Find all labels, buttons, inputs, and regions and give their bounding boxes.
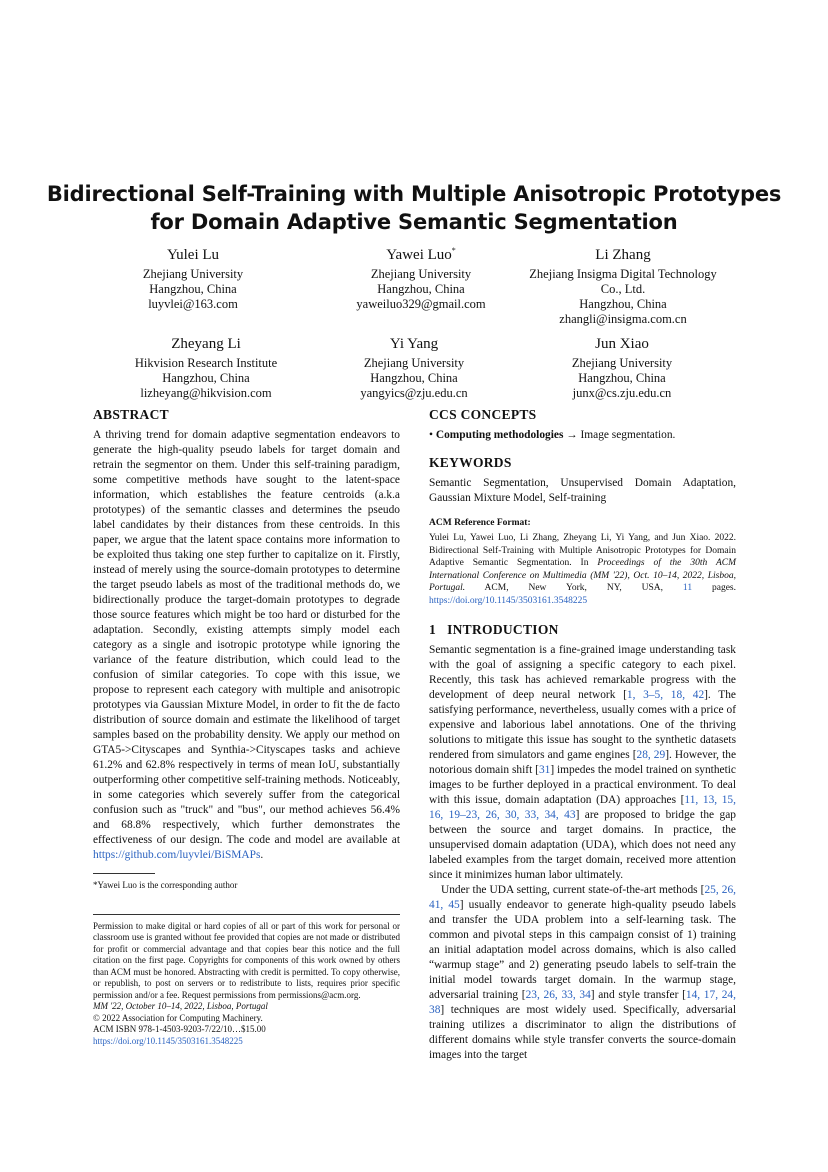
permission-rule bbox=[93, 914, 400, 915]
keywords-text: Semantic Segmentation, Unsupervised Domain Adaptation, Gaussian Mixture Model, Self-training bbox=[429, 477, 736, 504]
author-affiliation-cont: Co., Ltd. bbox=[600, 282, 646, 296]
corresponding-mark: * bbox=[451, 246, 456, 255]
author-name: Yawei Luo bbox=[386, 247, 452, 263]
acm-reference-doi[interactable]: https://doi.org/10.1145/3503161.3548225 bbox=[429, 595, 588, 606]
permission-text: Permission to make digital or hard copies of all or part of this work for personal or classroom use is granted without fee provided that copies are not made or distributed for profit or commercial advantage and that copies bear this notice and the full citation on the first page. Copyrights for components of this work owned by others than ACM must be honored. Abstracting with credit is permitted. To copy otherwise, or republish, to post on servers or to redistribute to lists, requires prior specific permission and/or a fee. Request permissions from permissions@acm.org. bbox=[93, 920, 400, 1000]
author-location: Hangzhou, China bbox=[162, 371, 250, 385]
author-location: Hangzhou, China bbox=[579, 297, 667, 311]
author-location: Hangzhou, China bbox=[149, 282, 237, 296]
author-location: Hangzhou, China bbox=[578, 371, 666, 385]
ccs-text: • Computing methodologies → Image segmentation. bbox=[429, 429, 676, 441]
author-email[interactable]: luyvlei@163.com bbox=[148, 297, 238, 311]
title-line-2: for Domain Adaptive Semantic Segmentation bbox=[150, 210, 678, 234]
author-location: Hangzhou, China bbox=[377, 282, 465, 296]
author-name: Yi Yang bbox=[389, 336, 439, 352]
author-block bbox=[63, 246, 323, 312]
keywords-heading: KEYWORDS bbox=[429, 455, 512, 470]
abstract-heading: ABSTRACT bbox=[93, 407, 169, 422]
author-name: Zheyang Li bbox=[171, 336, 241, 352]
author-email[interactable]: yangyics@zju.edu.cn bbox=[360, 386, 468, 400]
author-affiliation: Zhejiang University bbox=[363, 356, 465, 370]
author-email[interactable]: lizheyang@hikvision.com bbox=[140, 386, 272, 400]
author-email[interactable]: yaweiluo329@gmail.com bbox=[356, 297, 486, 311]
author-affiliation: Zhejiang University bbox=[370, 267, 472, 281]
author-affiliation: Hikvision Research Institute bbox=[134, 356, 278, 370]
footnote: *Yawei Luo is the corresponding author bbox=[93, 880, 238, 890]
right-column bbox=[429, 407, 736, 1063]
author-block bbox=[493, 246, 753, 327]
author-affiliation: Zhejiang University bbox=[142, 267, 244, 281]
author-name: Yulei Lu bbox=[166, 247, 220, 263]
venue: MM '22, October 10–14, 2022, Lisboa, Portugal bbox=[93, 1001, 268, 1011]
intro-paragraph-2: Under the UDA setting, current state-of-the-art methods [25, 26, 41, 45] usually endeavor to generate high-quality pseudo labels and transfer the UDA problem into a self-learning task. The common and pivotal steps in this campaign consist of 1) training an initial adaptation model across domains, which is also called “warmup stage” and 2) generating pseudo labels to self-train the initial model towards target domain. In the warmup stage, adversarial training [23, 26, 33, 34] and style transfer [14, 17, 24, 38] techniques are most widely used. Specifically, adversarial training utilizes a discriminator to align the distributions of different domains while style transfer converts the source-domain images into the target bbox=[429, 884, 736, 1061]
author-affiliation: Zhejiang University bbox=[571, 356, 673, 370]
author-location: Hangzhou, China bbox=[370, 371, 458, 385]
author-affiliation: Zhejiang Insigma Digital Technology bbox=[529, 267, 717, 281]
doi-link[interactable]: https://doi.org/10.1145/3503161.3548225 bbox=[93, 1035, 243, 1046]
left-column bbox=[93, 407, 400, 1047]
author-email[interactable]: junx@cs.zju.edu.cn bbox=[572, 386, 672, 400]
author-email[interactable]: zhangli@insigma.com.cn bbox=[559, 312, 687, 326]
paper-title bbox=[0, 180, 828, 236]
title-line-1: Bidirectional Self-Training with Multiple Anisotropic Prototypes bbox=[46, 182, 782, 206]
intro-paragraph-1: Semantic segmentation is a fine-grained image understanding task with the goal of assigning a specific category to each pixel. Recently, this task has achieved remarkable progress with the development of deep neural network [1, 3–5, 18, 42]. The satisfying performance, nevertheless, usually comes with a price of expensive and laborious label annotations. One of the thriving solutions to mitigate this issue has sought to the synthetic datasets rendered from simulators and game engines [28, 29]. However, the notorious domain shift [31] impedes the model trained on synthetic images to be further deployed in a practical environment. To deal with this issue, domain adaptation (DA) approaches [11, 13, 15, 16, 19–23, 26, 30, 33, 34, 43] are proposed to bridge the gap between the source and target domains. In practice, the unsupervised domain adaptation (UDA), which does not need any labeled examples from the target domain, received more attention since it minimizes human labor ultimately. bbox=[429, 644, 736, 881]
author-block bbox=[492, 335, 752, 401]
author-name: Jun Xiao bbox=[595, 336, 649, 352]
ccs-heading: CCS CONCEPTS bbox=[429, 407, 537, 422]
copyright: © 2022 Association for Computing Machinery. bbox=[93, 1012, 263, 1023]
acm-reference-heading: ACM Reference Format: bbox=[429, 518, 531, 528]
isbn: ACM ISBN 978-1-4503-9203-7/22/10…$15.00 bbox=[93, 1024, 266, 1034]
code-link[interactable]: https://github.com/luyvlei/BiSMAPs bbox=[93, 849, 261, 861]
footnote-rule bbox=[93, 873, 155, 874]
author-name: Li Zhang bbox=[595, 247, 651, 263]
acm-reference-text: Yulei Lu, Yawei Luo, Li Zhang, Zheyang Li, Yi Yang, and Jun Xiao. 2022. Bidirectional Self-Training with Multiple Anisotropic Prototypes for Domain Adaptive Semantic Segmentation. In Proceedings of the 30th ACM International Conference on Multimedia (MM '22), Oct. 10–14, 2022, Lisboa, Portugal. ACM, New York, NY, USA, 11 pages. https://doi.org/10.1145/3503161.3548225 bbox=[429, 533, 737, 606]
introduction-heading: 1 INTRODUCTION bbox=[429, 622, 559, 637]
abstract-text: A thriving trend for domain adaptive segmentation endeavors to generate the high-quality pseudo labels for target domain and retrain the segmentor on them. Under this self-training paradigm, some competitive methods have sought to the latent-space information, which establishes the feature centroids (a.k.a prototypes) of the semantic classes and determines the pseudo label candidates by their distances from these centroids. In this paper, we argue that the latent space contains more information to be exploited thus taking one step further to capitalize on it. Firstly, instead of merely using the source-domain prototypes to determine the target pseudo labels as most of the traditional methods do, we bidirectionally produce the target-domain prototypes to degrade those source features which might be too hard or disturbed for the adaptation. Secondly, existing attempts simply model each category as a single and isotropic prototype while ignoring the variance of the feature distribution, which could lead to the confusion of similar categories. To cope with this issue, we propose to represent each category with multiple and anisotropic prototypes via Gaussian Mixture Model, in order to fit the de facto distribution of source domain and estimate the likelihood of target samples based on the probability density. We apply our method on GTA5->Cityscapes and Synthia->Cityscapes tasks and achieve 61.2% and 62.8% respectively in terms of mean IoU, substantially outperforming other competitive self-training methods. Noticeably, in some categories which severely suffer from the categorical confusion such as "truck" and "bus", our method achieves 56.4% and 68.8% respectively, which further demonstrates the effectiveness of our design. The code and model are available at https://github.com/luyvlei/BiSMAPs. bbox=[93, 429, 400, 861]
